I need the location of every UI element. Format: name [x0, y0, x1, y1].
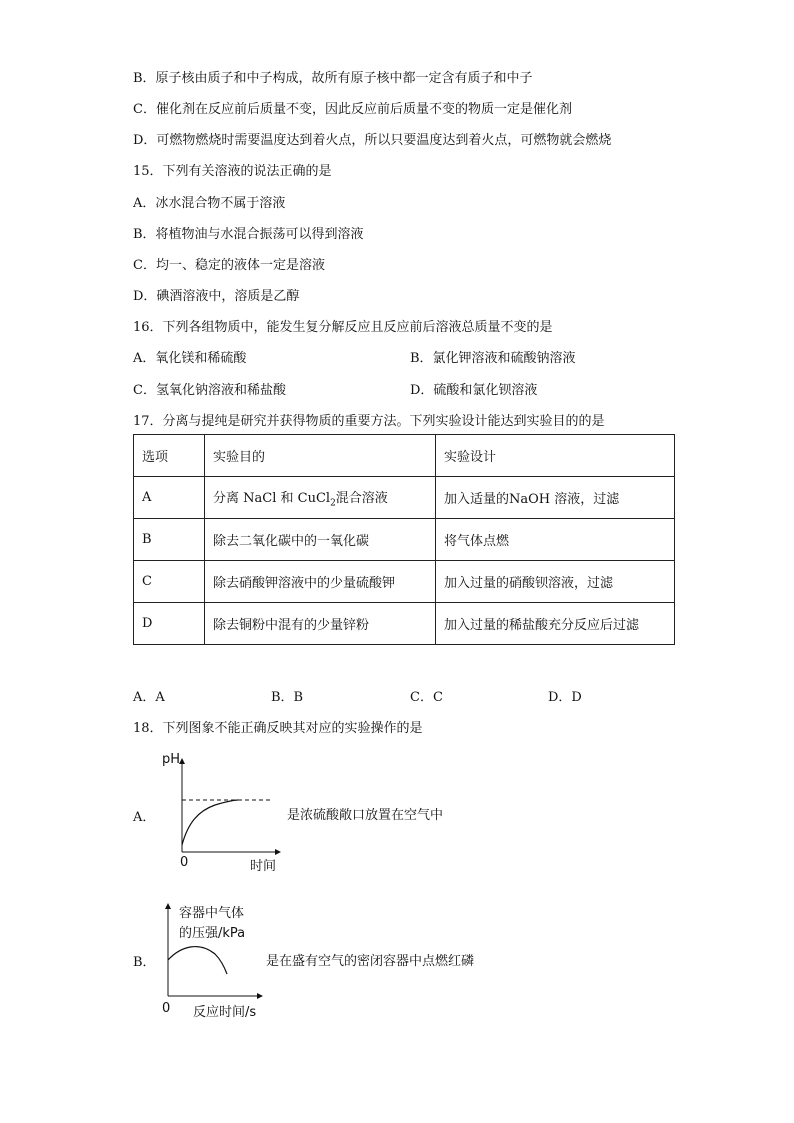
table-row: [134, 519, 675, 561]
q16-option-a: A．氧化镁和稀硫酸: [133, 351, 247, 366]
table-header-cell: 实验设计: [436, 435, 675, 477]
q17-answer-c: C．C: [410, 690, 443, 705]
graph-b: [160, 900, 265, 1000]
q16-option-d: D．硫酸和氯化钡溶液: [410, 383, 538, 398]
graph-a: [170, 755, 285, 855]
table-cell-option: D: [134, 603, 205, 645]
table-cell-option: A: [134, 477, 205, 519]
q14-option-b: B．原子核由质子和中子构成，故所有原子核中都一定含有质子和中子: [133, 71, 533, 86]
graph-a-y-label: pH: [162, 752, 181, 767]
table-cell-purpose: [205, 477, 436, 519]
q15-option-d: D．碘酒溶液中，溶质是乙醇: [133, 289, 300, 304]
q15-option-a: A．冰水混合物不属于溶液: [133, 196, 286, 211]
table-cell-option: B: [134, 519, 205, 561]
q17-answer-a: A．A: [133, 690, 165, 705]
table-cell-design: 加入适量的NaOH 溶液，过滤: [436, 477, 675, 519]
table-cell-option: C: [134, 561, 205, 603]
graph-a-x-label: 时间: [250, 859, 277, 874]
q17-answer-b: B．B: [271, 690, 304, 705]
table-row: [134, 603, 675, 645]
graph-a-origin: 0: [180, 855, 189, 870]
table-cell-design: 加入过量的硝酸钡溶液，过滤: [436, 561, 675, 603]
graph-b-origin: 0: [162, 1001, 171, 1016]
table-header-row: [134, 435, 675, 477]
q15-option-b: B．将植物油与水混合振荡可以得到溶液: [133, 227, 364, 242]
table-cell-purpose: 除去铜粉中混有的少量锌粉: [205, 603, 436, 645]
graph-a-description: 是浓硫酸敞口放置在空气中: [287, 808, 444, 823]
purpose-text: 分离 NaCl 和 CuCl: [213, 490, 331, 506]
graph-b-y-label-line1: 容器中气体: [179, 906, 245, 921]
q18-option-a-label: A．: [133, 810, 156, 825]
q17-table: [133, 434, 675, 645]
table-cell-design: 加入过量的稀盐酸充分反应后过滤: [436, 603, 675, 645]
table-row: [134, 477, 675, 519]
q16-option-c: C．氢氧化钠溶液和稀盐酸: [133, 383, 286, 398]
subscript: 2: [330, 498, 336, 509]
q18-stem: 18．下列图象不能正确反映其对应的实验操作的是: [133, 721, 423, 736]
table-header-cell: 选项: [134, 435, 205, 477]
table-cell-design: 将气体点燃: [436, 519, 675, 561]
graph-b-curve: [168, 947, 227, 974]
q15-option-c: C．均一、稳定的液体一定是溶液: [133, 258, 325, 273]
q16-stem: 16．下列各组物质中，能发生复分解反应且反应前后溶液总质量不变的是: [133, 320, 553, 335]
table-cell-purpose: 除去硝酸钾溶液中的少量硫酸钾: [205, 561, 436, 603]
graph-a-curve: [182, 800, 238, 845]
q16-option-b: B．氯化钾溶液和硫酸钠溶液: [410, 351, 576, 366]
table-row: [134, 561, 675, 603]
graph-b-x-label: 反应时间/s: [193, 1005, 257, 1020]
table-header-cell: 实验目的: [205, 435, 436, 477]
graph-b-y-label-line2: 的压强/kPa: [179, 926, 246, 941]
q14-option-d: D．可燃物燃烧时需要温度达到着火点，所以只要温度达到着火点，可燃物就会燃烧: [133, 133, 612, 148]
q17-stem: 17．分离与提纯是研究并获得物质的重要方法。下列实验设计能达到实验目的的是: [133, 414, 605, 429]
q17-answer-d: D．D: [548, 690, 582, 705]
purpose-text: 混合溶液: [335, 490, 388, 506]
q14-option-c: C．催化剂在反应前后质量不变，因此反应前后质量不变的物质一定是催化剂: [133, 102, 572, 117]
table-cell-purpose: 除去二氧化碳中的一氧化碳: [205, 519, 436, 561]
q15-stem: 15．下列有关溶液的说法正确的是: [133, 164, 332, 179]
graph-b-description: 是在盛有空气的密闭容器中点燃红磷: [266, 954, 475, 969]
q18-option-b-label: B．: [133, 955, 156, 970]
